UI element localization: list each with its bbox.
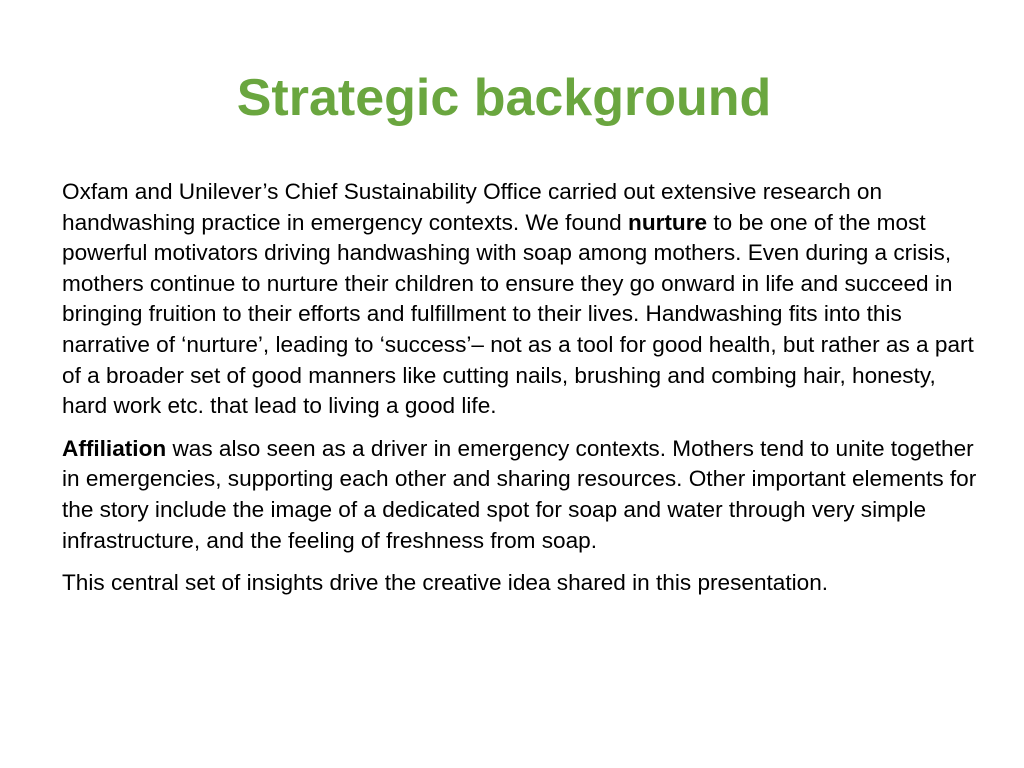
- slide-title: Strategic background: [236, 69, 772, 127]
- paragraph-affiliation: [62, 434, 987, 556]
- paragraph-1-text-before: Oxfam and Unilever’s Chief Sustainability Office carried out extensive research on handwashing practice in emergency contexts. We found: [62, 179, 883, 235]
- slide-body: [62, 177, 987, 611]
- paragraph-conclusion: This central set of insights drive the creative idea shared in this presentation.: [62, 570, 829, 596]
- keyword-nurture: nurture: [628, 209, 708, 235]
- paragraph-nurture: [62, 177, 987, 422]
- paragraph-2-text-after: was also seen as a driver in emergency contexts. Mothers tend to unite together in emergencies, supporting each other and sharing resources. Other important elements for the story include the image of a dedicated spot for soap and water through very simple infrastructure, and the feeling of freshness from soap.: [62, 435, 977, 553]
- paragraph-1-text-after: to be one of the most powerful motivators driving handwashing with soap among mothers. Even during a crisis, mothers continue to nurture their children to ensure they go onward in life and succeed in bringing fruition to their efforts and fulfillment to their lives. Handwashing fits into this narrative of ‘nurture’, leading to ‘success’– not as a tool for good health, but rather as a part of a broader set of good manners like cutting nails, brushing and combing hair, honesty, hard work etc. that lead to living a good life.: [62, 209, 974, 419]
- keyword-affiliation: Affiliation: [62, 435, 167, 461]
